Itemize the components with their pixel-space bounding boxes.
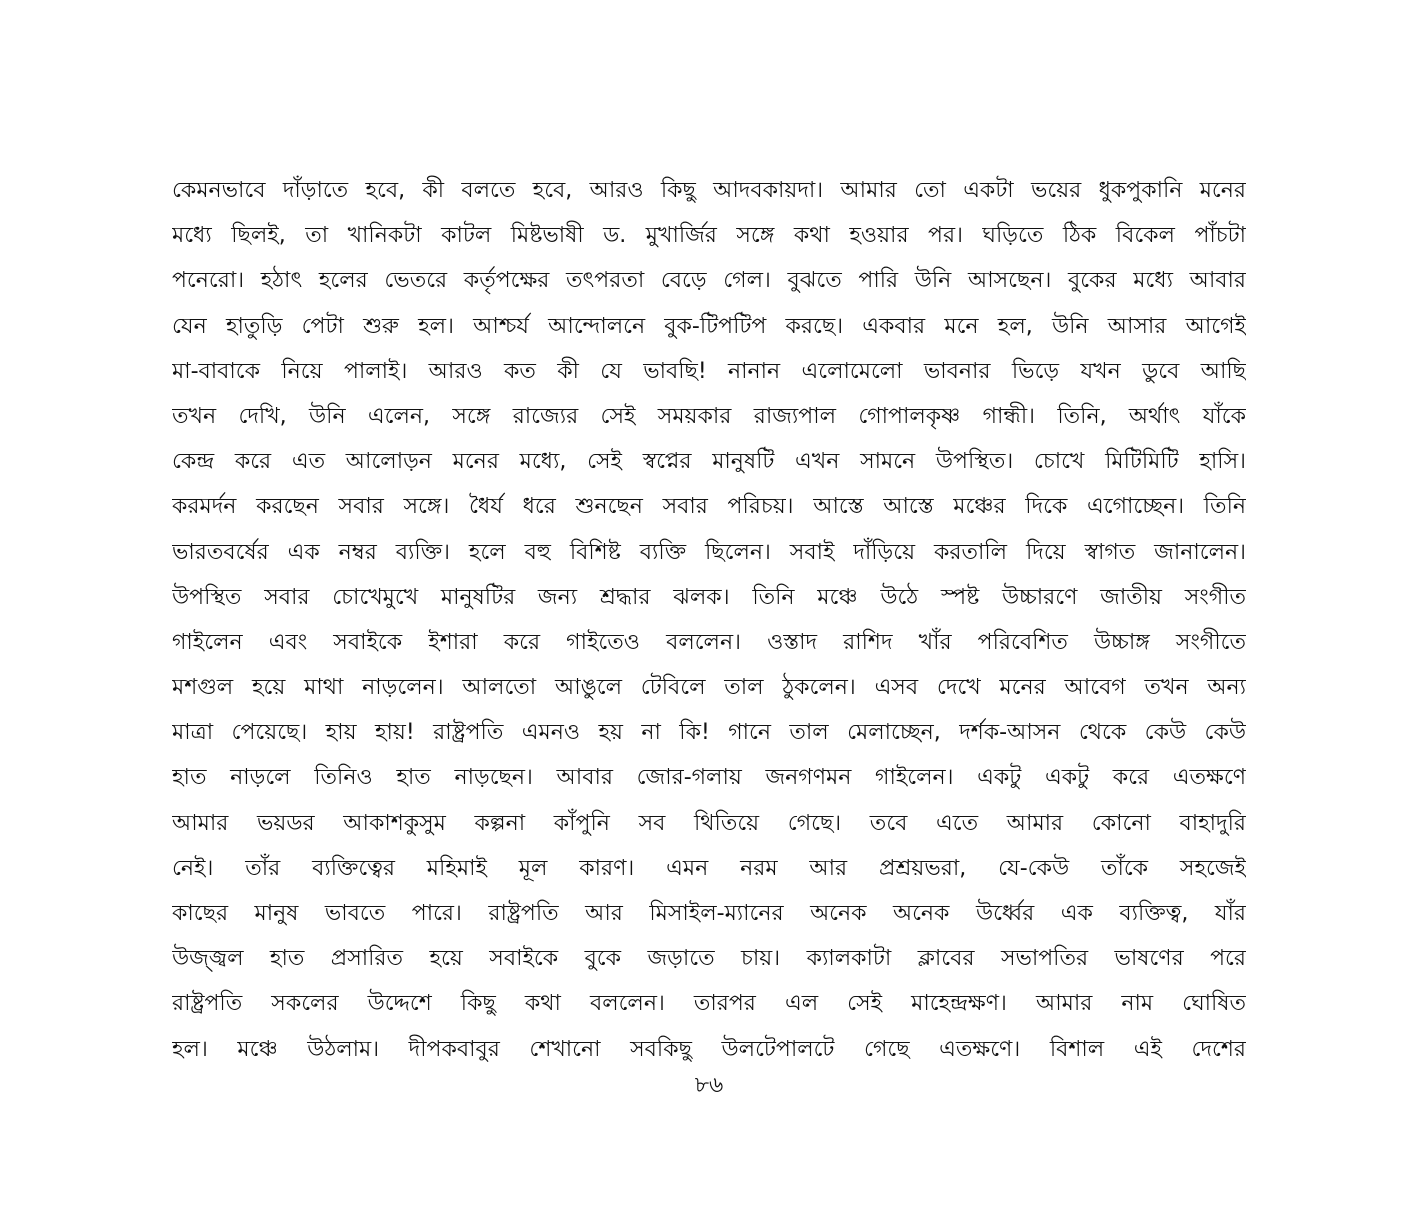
text-line: উপস্থিত সবার চোখেমুখে মানুষটির জন্য শ্রদ্ধার ঝলক। তিনি মঞ্চে উঠে স্পষ্ট উচ্চারণে জাতীয় সংগীত — [172, 584, 1246, 610]
text-line: উজ্জ্বল হাত প্রসারিত হয়ে সবাইকে বুকে জড়াতে চায়। ক্যালকাটা ক্লাবের সভাপতির ভাষণের পরে — [172, 946, 1246, 972]
page-number: ৮৬ — [694, 1073, 724, 1098]
text-line: কেমনভাবে দাঁড়াতে হবে, কী বলতে হবে, আরও কিছু আদবকায়দা। আমার তো একটা ভয়ের ধুকপুকানি মনের — [172, 178, 1246, 203]
text-line: করমর্দন করছেন সবার সঙ্গে। ধৈর্য ধরে শুনছেন সবার পরিচয়। আস্তে আস্তে মঞ্চের দিকে এগোচ্ছেন। তিনি — [172, 494, 1246, 520]
text-line: পনেরো। হঠাৎ হলের ভেতরে কর্তৃপক্ষের তৎপরতা বেড়ে গেল। বুঝতে পারি উনি আসছেন। বুকের মধ্যে আবার — [172, 268, 1246, 294]
text-line: কেন্দ্র করে এত আলোড়ন মনের মধ্যে, সেই স্বপ্নের মানুষটি এখন সামনে উপস্থিত। চোখে মিটিমিটি হাসি। — [172, 449, 1246, 475]
text-line: কাছের মানুষ ভাবতে পারে। রাষ্ট্রপতি আর মিসাইল-ম্যানের অনেক অনেক উর্ধ্বের এক ব্যক্তিত্ব, যাঁর — [172, 901, 1246, 926]
text-line: মা-বাবাকে নিয়ে পালাই। আরও কত কী যে ভাবছি! নানান এলোমেলো ভাবনার ভিড়ে যখন ডুবে আছি — [172, 358, 1246, 384]
text-line: নেই। তাঁর ব্যক্তিত্বের মহিমাই মূল কারণ। এমন নরম আর প্রশ্রয়ভরা, যে-কেউ তাঁকে সহজেই — [172, 855, 1246, 881]
text-line: রাষ্ট্রপতি সকলের উদ্দেশে কিছু কথা বললেন। তারপর এল সেই মাহেন্দ্রক্ষণ। আমার নাম ঘোষিত — [172, 991, 1246, 1017]
text-line: মধ্যে ছিলই, তা খানিকটা কাটল মিষ্টভাষী ড. মুখার্জির সঙ্গে কথা হওয়ার পর। ঘড়িতে ঠিক বিকেল পাঁচটা — [172, 223, 1246, 249]
text-line: হল। মঞ্চে উঠলাম। দীপকবাবুর শেখানো সবকিছু উলটেপালটে গেছে এতক্ষণে। বিশাল এই দেশের — [172, 1036, 1246, 1062]
text-line: মাত্রা পেয়েছে। হায় হায়! রাষ্ট্রপতি এমনও হয় না কি! গানে তাল মেলাচ্ছেন, দর্শক-আসন থেকে কেউ কেউ — [172, 720, 1246, 746]
text-line: মশগুল হয়ে মাথা নাড়লেন। আলতো আঙুলে টেবিলে তাল ঠুকলেন। এসব দেখে মনের আবেগ তখন অন্য — [172, 675, 1246, 701]
text-line: গাইলেন এবং সবাইকে ইশারা করে গাইতেও বললেন। ওস্তাদ রাশিদ খাঁর পরিবেশিত উচ্চাঙ্গ সংগীতে — [172, 629, 1246, 655]
text-line: আমার ভয়ডর আকাশকুসুম কল্পনা কাঁপুনি সব থিতিয়ে গেছে। তবে এতে আমার কোনো বাহাদুরি — [172, 810, 1246, 836]
text-line: যেন হাতুড়ি পেটা শুরু হল। আশ্চর্য আন্দোলনে বুক-টিপটিপ করছে। একবার মনে হল, উনি আসার আগেই — [172, 313, 1246, 339]
text-line: তখন দেখি, উনি এলেন, সঙ্গে রাজ্যের সেই সময়কার রাজ্যপাল গোপালকৃষ্ণ গান্ধী। তিনি, অর্থাৎ যাঁকে — [172, 403, 1246, 429]
text-line: হাত নাড়লে তিনিও হাত নাড়ছেন। আবার জোর-গলায় জনগণমন গাইলেন। একটু একটু করে এতক্ষণে — [172, 765, 1246, 791]
text-line: ভারতবর্ষের এক নম্বর ব্যক্তি। হলে বহু বিশিষ্ট ব্যক্তি ছিলেন। সবাই দাঁড়িয়ে করতালি দিয়ে স্বাগত জানালেন। — [172, 539, 1246, 565]
body-text — [172, 168, 1246, 1072]
